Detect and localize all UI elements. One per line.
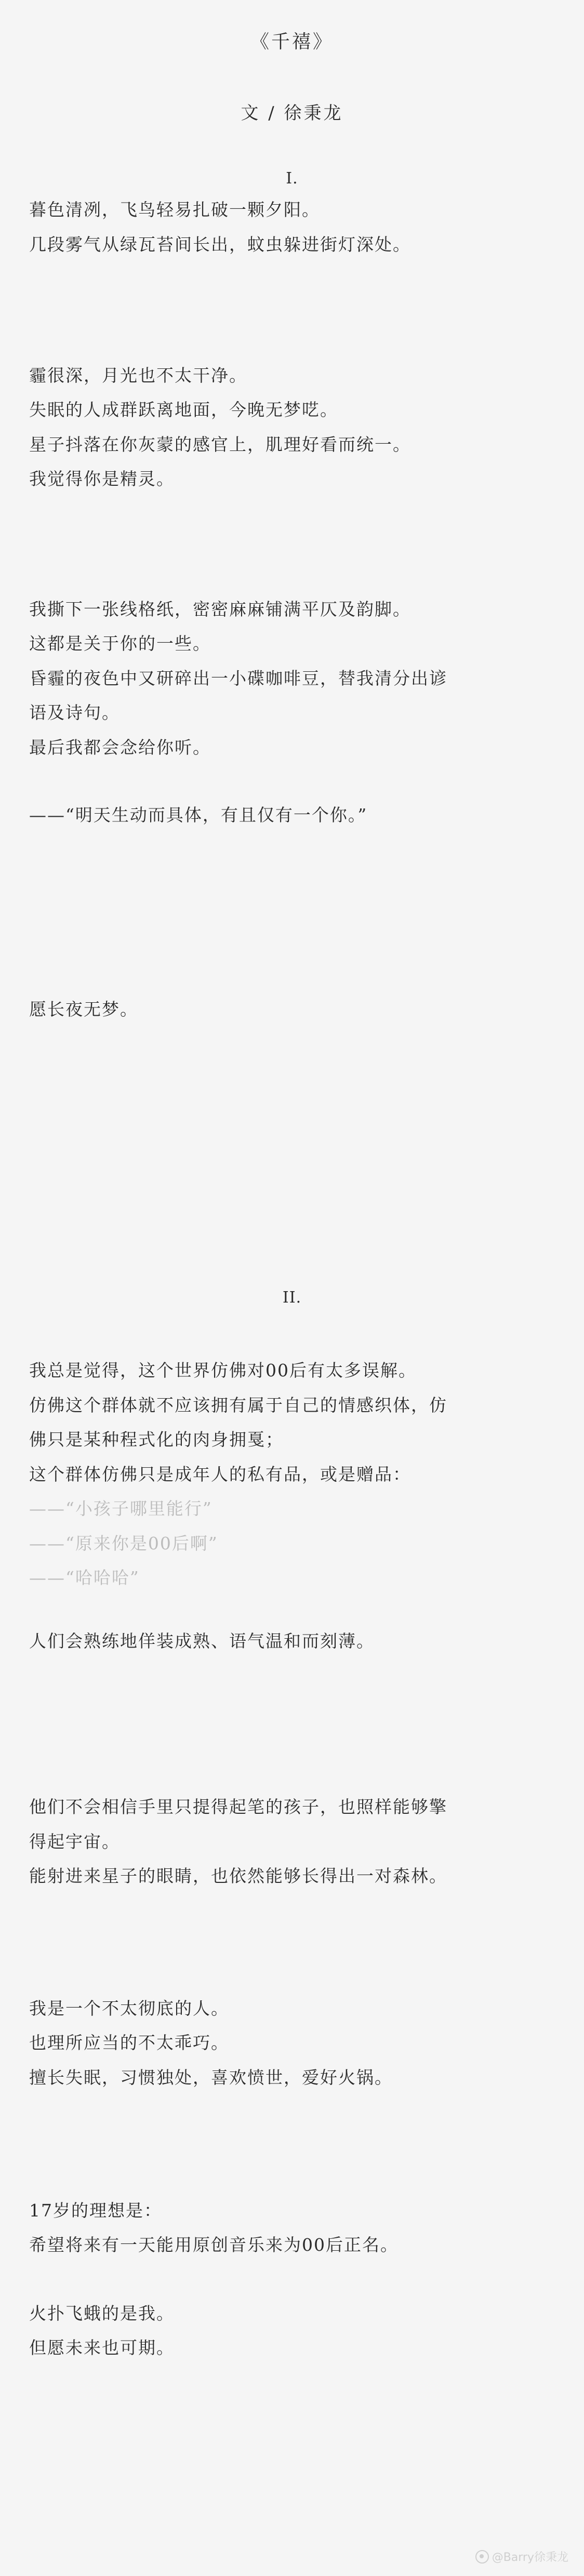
poem-title: 《千禧》 (250, 31, 334, 52)
poem-line: 能射进来星子的眼睛，也依然能够长得出一对森林。 (29, 1866, 447, 1886)
faint-quote-line: ——“哈哈哈” (29, 1568, 140, 1588)
poem-line: 他们不会相信手里只提得起笔的孩子，也照样能够擎 (29, 1797, 447, 1817)
watermark-text: @Barry徐秉龙 (492, 2551, 568, 2564)
poem-line: 霾很深，月光也不太干净。 (29, 365, 247, 386)
weibo-logo-icon (475, 2550, 489, 2564)
poem-line: 最后我都会念给你听。 (29, 737, 211, 758)
poem-line: 佛只是某种程式化的肉身拥戛； (29, 1429, 284, 1450)
section-heading-1: I. (286, 169, 298, 188)
poem-line: 17岁的理想是： (29, 2200, 162, 2221)
poem-line: 仿佛这个群体就不应该拥有属于自己的情感织体，仿 (29, 1395, 447, 1415)
poem-line: 这个群体仿佛只是成年人的私有品，或是赠品： (29, 1464, 411, 1484)
poem-line: 昏霾的夜色中又研碎出一小碟咖啡豆，替我清分出谚 (29, 668, 447, 688)
poem-line: 人们会熟练地佯装成熟、语气温和而刻薄。 (29, 1631, 375, 1651)
poem-line: 暮色清冽，飞鸟轻易扎破一颗夕阳。 (29, 200, 320, 220)
faint-quote-line: ——“小孩子哪里能行” (29, 1498, 213, 1519)
quote-line: ——“明天生动而具体，有且仅有一个你。” (29, 805, 368, 825)
poem-line: 这都是关于你的一些。 (29, 633, 211, 654)
poem-line: 我撕下一张线格纸，密密麻麻铺满平仄及韵脚。 (29, 599, 411, 619)
poem-line: 火扑飞蛾的是我。 (29, 2303, 175, 2323)
author-line: 文 / 徐秉龙 (241, 103, 343, 124)
poem-line: 得起宇宙。 (29, 1831, 120, 1852)
poem-line: 愿长夜无梦。 (29, 999, 138, 1019)
section-heading-2: II. (282, 1289, 302, 1307)
weibo-watermark (475, 2548, 568, 2565)
poem-line: 失眠的人成群跃离地面，今晚无梦呓。 (29, 400, 338, 420)
poem-line: 我觉得你是精灵。 (29, 469, 175, 489)
poem-line: 我总是觉得，这个世界仿佛对00后有太多误解。 (29, 1360, 417, 1380)
poem-line: 但愿未来也可期。 (29, 2338, 175, 2358)
poem-line: 星子抖落在你灰蒙的感官上，肌理好看而统一。 (29, 434, 411, 455)
poem-line: 语及诗句。 (29, 702, 120, 723)
poem-line: 也理所应当的不太乖巧。 (29, 2033, 229, 2053)
faint-quote-line: ——“原来你是00后啊” (29, 1533, 218, 1553)
poem-line: 希望将来有一天能用原创音乐来为00后正名。 (29, 2235, 399, 2255)
poem-line: 几段雾气从绿瓦苔间长出，蚊虫躲进街灯深处。 (29, 234, 411, 255)
poem-line: 我是一个不太彻底的人。 (29, 1998, 229, 2019)
poem-line: 擅长失眠，习惯独处，喜欢愤世，爱好火锅。 (29, 2067, 393, 2088)
